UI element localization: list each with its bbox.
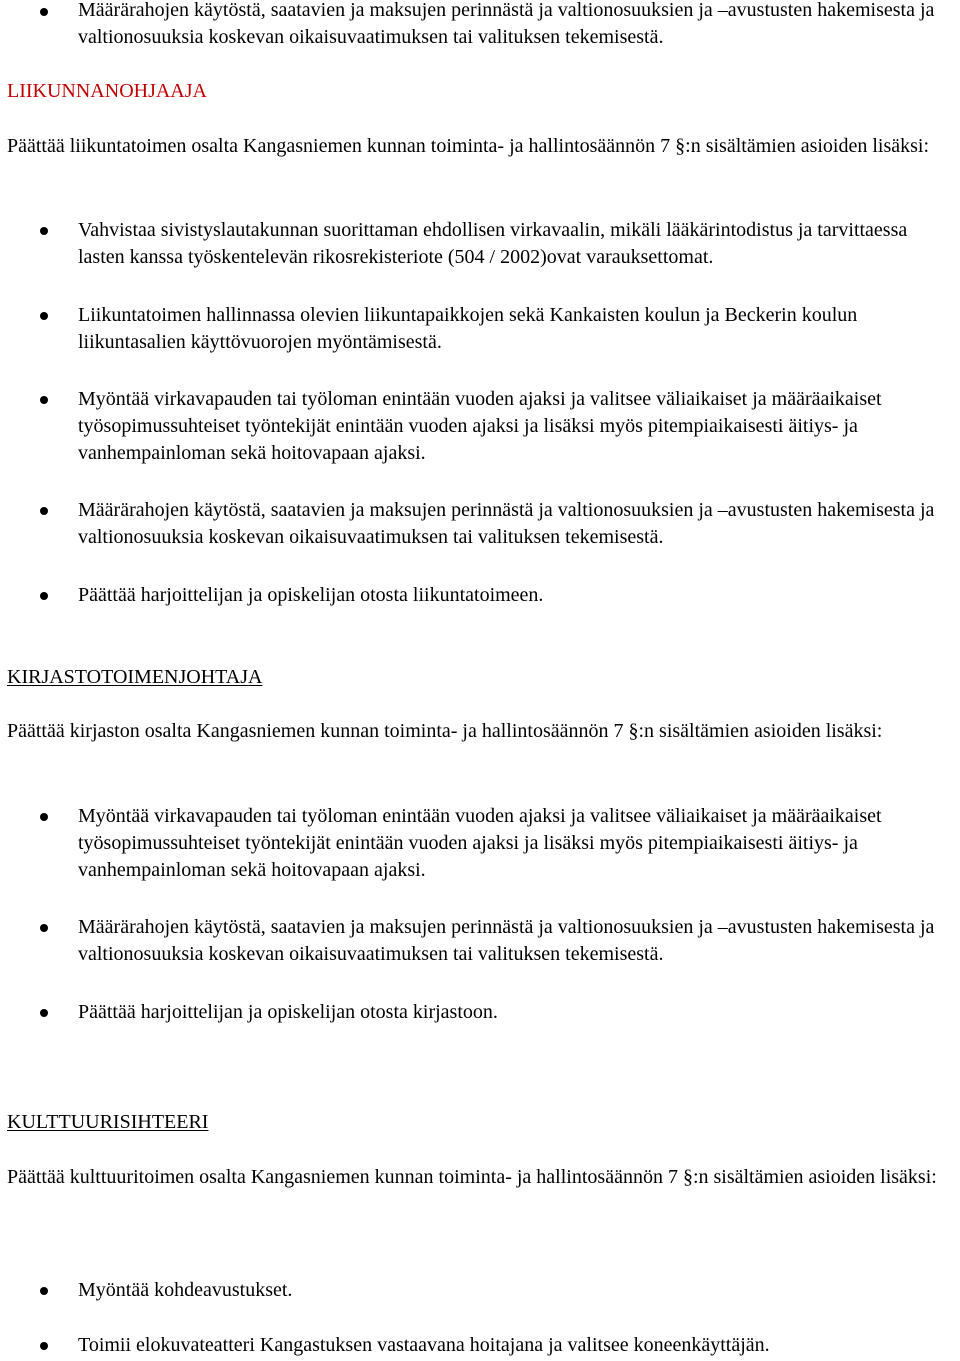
list-item-text: Vahvistaa sivistyslautakunnan suorittaman ehdollisen virkavaalin, mikäli lääkärintodistus ja tarvittaessa lasten kanssa työskentelevän rikosrekisteriote (504 / 2002)ovat varauksettomat. <box>78 219 908 268</box>
section-intro: Päättää kirjaston osalta Kangasniemen kunnan toiminta- ja hallintosäännön 7 §:n sisältämien asioiden lisäksi: <box>7 720 883 742</box>
bullet-icon <box>40 1009 48 1017</box>
bullet-icon <box>40 396 48 404</box>
section-heading-liikunnanohjaaja: LIIKUNNANOHJAAJA <box>7 80 207 102</box>
list-item-text: Toimii elokuvateatteri Kangastuksen vastaavana hoitajana ja valitsee koneenkäyttäjän. <box>78 1334 770 1356</box>
bullet-icon <box>40 813 48 821</box>
bullet-icon <box>40 924 48 932</box>
list-item-text: Määrärahojen käytöstä, saatavien ja maksujen perinnästä ja valtionosuuksien ja –avustusten hakemisesta ja valtionosuuksia koskevan oikaisuvaatimuksen tai valituksen tekemisestä. <box>78 916 935 965</box>
section-heading-kulttuurisihteeri: KULTTUURISIHTEERI <box>7 1111 209 1133</box>
bullet-icon <box>40 312 48 320</box>
list-item-text: Määrärahojen käytöstä, saatavien ja maksujen perinnästä ja valtionosuuksien ja –avustusten hakemisesta ja valtionosuuksia koskevan oikaisuvaatimuksen tai valituksen tekemisestä. <box>78 0 935 48</box>
list-item-text: Liikuntatoimen hallinnassa olevien liikuntapaikkojen sekä Kankaisten koulun ja Beckerin koulun liikuntasalien käyttövuorojen myöntämisestä. <box>78 304 858 353</box>
list-item-text: Myöntää virkavapauden tai työloman enintään vuoden ajaksi ja valitsee väliaikaiset ja määräaikaiset työsopimussuhteiset työntekijät enintään vuoden ajaksi ja lisäksi myös pitempiaikaisesti äitiys- ja vanhempainloman sekä hoitovapaan ajaksi. <box>78 805 882 881</box>
list-item-text: Päättää harjoittelijan ja opiskelijan otosta kirjastoon. <box>78 1001 498 1023</box>
bullet-icon <box>40 1287 48 1295</box>
bullet-icon <box>40 592 48 600</box>
list-item-text: Päättää harjoittelijan ja opiskelijan otosta liikuntatoimeen. <box>78 584 544 606</box>
bullet-icon <box>40 227 48 235</box>
bullet-icon <box>40 8 48 16</box>
section-heading-kirjastotoimenjohtaja: KIRJASTOTOIMENJOHTAJA <box>7 666 263 688</box>
list-item-text: Myöntää kohdeavustukset. <box>78 1279 293 1301</box>
section-intro: Päättää liikuntatoimen osalta Kangasniemen kunnan toiminta- ja hallintosäännön 7 §:n sisältämien asioiden lisäksi: <box>7 135 930 157</box>
list-item-text: Myöntää virkavapauden tai työloman enintään vuoden ajaksi ja valitsee väliaikaiset ja määräaikaiset työsopimussuhteiset työntekijät enintään vuoden ajaksi ja lisäksi myös pitempiaikaisesti äitiys- ja vanhempainloman sekä hoitovapaan ajaksi. <box>78 388 882 464</box>
bullet-icon <box>40 1342 48 1350</box>
bullet-icon <box>40 507 48 515</box>
section-intro: Päättää kulttuuritoimen osalta Kangasniemen kunnan toiminta- ja hallintosäännön 7 §:n sisältämien asioiden lisäksi: <box>7 1166 937 1188</box>
list-item-text: Määrärahojen käytöstä, saatavien ja maksujen perinnästä ja valtionosuuksien ja –avustusten hakemisesta ja valtionosuuksia koskevan oikaisuvaatimuksen tai valituksen tekemisestä. <box>78 499 935 548</box>
